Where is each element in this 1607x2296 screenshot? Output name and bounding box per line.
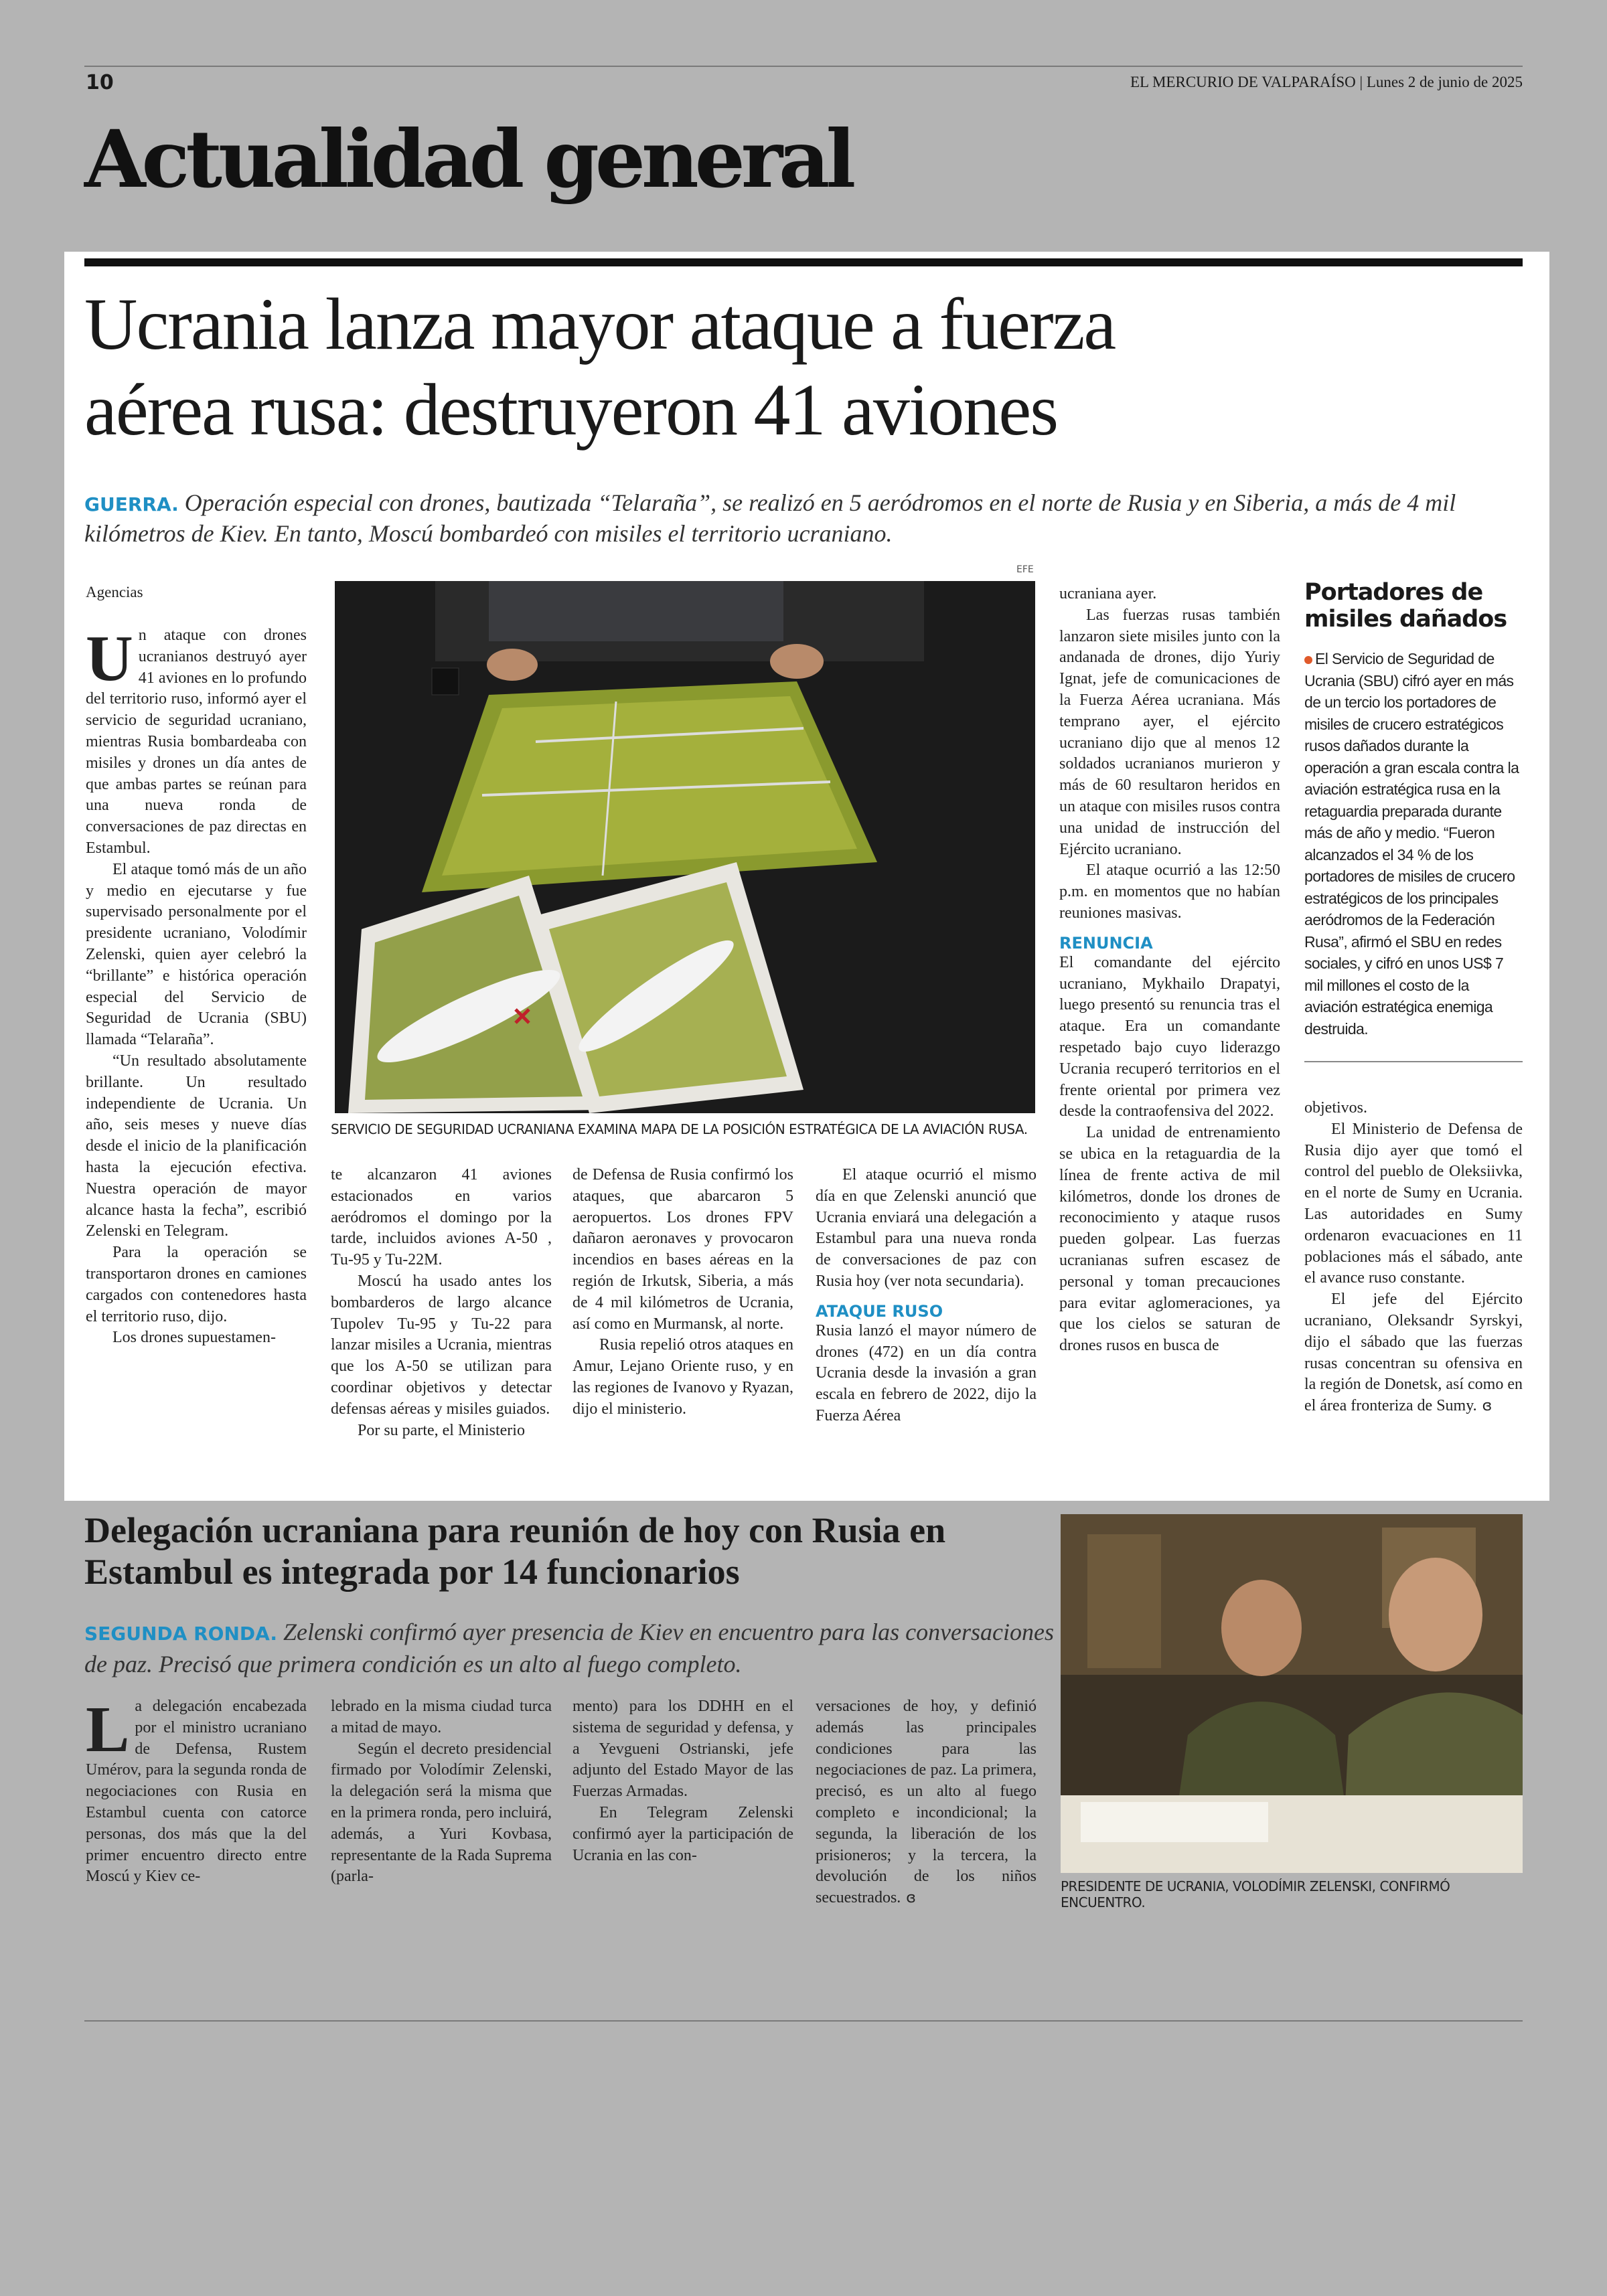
paragraph: “Un resultado absolutamente brillante. Un resultado independiente de Ucrania. Un año, seis meses y nueve días desde el inicio de la planificación hasta la ejecución efectiva. Nuestra operación de mayor alcance hasta la fecha”, escribió Zelenski en Telegram. [86, 1052, 307, 1240]
main-col-3 [572, 1165, 793, 1420]
meeting-photo-illustration [1061, 1514, 1523, 1873]
second-col-1 [86, 1696, 307, 1888]
sidebar-rule [1304, 1061, 1523, 1062]
paragraph: El ataque tomó más de un año y medio en ejecutarse y fue supervisado personalmente por el presidente ucraniano, Volodímir Zelenski, quien ayer celebró la “brillante” e histórica operación especial del Servicio de Seguridad de Ucrania (SBU) llamada “Telaraña”. [86, 860, 307, 1049]
paragraph: Según el decreto presidencial firmado por Volodímir Zelenski, la delegación será la misma que en la primera ronda, pero incluirá, además, a Yuri Kovbasa, representante de la Rada Suprema (parla- [331, 1740, 552, 1886]
photo-credit: EFE [1016, 564, 1034, 575]
paragraph: El jefe del Ejército ucraniano, Oleksandr Syrskyi, dijo el sábado que las fuerzas rusas concentran su ofensiva en la región de Donetsk, así como en el área fronteriza de Sumy. ɞ [1304, 1291, 1523, 1415]
second-deck [84, 1616, 1062, 1680]
headline-line-1: Ucrania lanza mayor ataque a fuerza [84, 283, 1116, 365]
main-col-5 [1059, 584, 1280, 1357]
main-photo-caption: SERVICIO DE SEGURIDAD UCRANIANA EXAMINA MAPA DE LA POSICIÓN ESTRATÉGICA DE LA AVIACIÓN RUSA. [331, 1121, 1028, 1137]
drop-cap: L [86, 1694, 130, 1766]
paragraph: mento) para los DDHH en el sistema de seguridad y defensa, y a Yevgueni Ostrianski, jefe adjunto del Estado Mayor de las Fuerzas Armadas. [572, 1698, 793, 1801]
end-mark-icon: ɞ [1482, 1398, 1493, 1415]
paragraph: En Telegram Zelenski confirmó ayer la participación de Ucrania en las con- [572, 1803, 793, 1864]
byline: Agencias [86, 584, 143, 600]
map-photo-illustration [335, 581, 1035, 1113]
bullet-icon [1304, 656, 1312, 664]
paragraph: La unidad de entrenamiento se ubica en la retaguardia de la línea de frente activa de mil kilómetros, donde los drones de reconocimiento y ataque rusos pueden golpear. Las fuerzas ucranianas sufren escasez de personal y toman precauciones para evitar aglomeraciones, ya que los cielos se saturan de drones rusos en busca de [1059, 1124, 1280, 1355]
bottom-rule [84, 2020, 1523, 2022]
paragraph: Los drones supuestamen- [112, 1329, 276, 1347]
main-col-4 [816, 1165, 1037, 1427]
paragraph: El Ministerio de Defensa de Rusia dijo ayer que tomó el control del pueblo de Oleksiivka, en el norte de Sumy en Ucrania. Las autoridades en Sumy ordenaron evacuaciones en 11 poblaciones más el sábado, ante el avance ruso constante. [1304, 1120, 1523, 1287]
page-number: 10 [86, 71, 114, 94]
drop-cap: U [86, 623, 133, 695]
subhead-renuncia: RENUNCIA [1059, 933, 1153, 953]
main-headline [84, 281, 1531, 453]
masthead: EL MERCURIO DE VALPARAÍSO | Lunes 2 de junio de 2025 [1130, 74, 1523, 90]
second-col-4 [816, 1696, 1037, 1909]
paragraph: Por su parte, el Ministerio [358, 1421, 525, 1439]
paragraph: objetivos. [1304, 1099, 1367, 1117]
paragraph: El ataque ocurrió a las 12:50 p.m. en momentos que no habían reuniones masivas. [1059, 862, 1280, 922]
main-kicker: GUERRA. [84, 493, 179, 515]
main-story-rule [84, 258, 1523, 266]
main-deck-text: Operación especial con drones, bautizada “Telaraña”, se realizó en 5 aeródromos en el norte de Rusia y en Siberia, a más de 4 mil kilómetros de Kiev. En tanto, Moscú bombardeó con misiles el territorio ucraniano. [84, 489, 1456, 547]
paragraph: La delegación encabezada por el ministro ucraniano de Defensa, Rustem Umérov, para la segunda ronda de negociaciones con Rusia en Estambul cuenta con catorce personas, dos más que la del primer encuentro directo entre Moscú y Kiev ce- [86, 1694, 307, 1886]
paragraph: ucraniana ayer. [1059, 585, 1157, 602]
zelenski-photo [1061, 1514, 1523, 1873]
top-rule [84, 66, 1523, 67]
paragraph: de Defensa de Rusia confirmó los ataques, que abarcaron 5 aeropuertos. Los drones FPV dañaron aeronaves y provocaron incendios en bases aéreas en la región de Irkutsk, Siberia, a más de 4 mil kilómetros de Ucrania, así como en Murmansk, al norte. [572, 1166, 793, 1333]
subhead-ataque-ruso: ATAQUE RUSO [816, 1301, 943, 1321]
second-col-2 [331, 1696, 552, 1888]
paragraph: lebrado en la misma ciudad turca a mitad de mayo. [331, 1698, 552, 1736]
second-photo-caption: PRESIDENTE DE UCRANIA, VOLODÍMIR ZELENSKI, CONFIRMÓ ENCUENTRO. [1061, 1878, 1450, 1910]
main-photo [335, 581, 1035, 1113]
paragraph: versaciones de hoy, y definió además las principales condiciones para las negociaciones de paz. La primera, precisó, es un alto al fuego completo e incondicional; la segunda, la liberación de los prisioneros; y la tercera, la devolución de los niños secuestrados. ɞ [816, 1698, 1037, 1907]
paragraph: te alcanzaron 41 aviones estacionados en varios aeródromos el domingo por la tarde, incluidos aviones A-50 , Tu-95 y Tu-22M. [331, 1166, 552, 1269]
main-deck [84, 487, 1490, 549]
paragraph: Para la operación se transportaron drones en camiones cargados con contenedores hasta el territorio ruso, dijo. [86, 1244, 307, 1325]
paragraph: El ataque ocurrió el mismo día en que Zelenski anunció que Ucrania enviará una delegación a Estambul para una nueva ronda de conversaciones de paz con Rusia hoy (ver nota secundaria). [816, 1166, 1037, 1290]
second-headline: Delegación ucraniana para reunión de hoy con Rusia en Estambul es integrada por 14 funcionarios [84, 1510, 946, 1592]
main-col-1 [86, 584, 307, 1349]
sidebar-title: Portadores de misiles dañados [1304, 579, 1507, 633]
paragraph: Un ataque con drones ucranianos destruyó ayer 41 aviones en lo profundo del territorio ruso, informó ayer el servicio de seguridad ucraniano, mientras Rusia bombardeaba con misiles y drones un día antes de que ambas partes se reúnan para una nueva ronda de conversaciones de paz directas en Estambul. [86, 623, 307, 857]
section-title: Actualidad general [84, 112, 852, 206]
paragraph: Rusia repelió otros ataques en Amur, Lejano Oriente ruso, y en las regiones de Ivanovo y Ryazan, dijo el ministerio. [572, 1336, 793, 1418]
second-kicker: SEGUNDA RONDA. [84, 1623, 277, 1645]
sidebar-text: El Servicio de Seguridad de Ucrania (SBU) cifró ayer en más de un tercio los portadores de misiles de crucero estratégicos rusos dañados durante la operación a gran escala contra la aviación estratégica rusa en la retaguardia preparada durante más de año y medio. “Fueron alcanzados el 34 % de los portadores de misiles de crucero estratégicos de los principales aeródromos de la Federación Rusa”, afirmó el SBU en redes sociales, y cifró en unos US$ 7 mil millones el costo de la aviación estratégica enemiga destruida. [1304, 650, 1519, 1038]
paragraph: El comandante del ejército ucraniano, Mykhailo Drapatyi, luego presentó su renuncia tras el ataque. Era un comandante respetado bajo cuyo liderazgo Ucrania recuperó territorios en el frente oriental por primera vez desde la contraofensiva del 2022. [1059, 953, 1280, 1121]
end-mark-icon: ɞ [906, 1890, 916, 1907]
headline-line-2: aérea rusa: destruyeron 41 aviones [84, 369, 1058, 450]
second-col-3 [572, 1696, 793, 1866]
paragraph: Rusia lanzó el mayor número de drones (472) en un día contra Ucrania desde la invasión a gran escala en febrero de 2022, dijo la Fuerza Aérea [816, 1321, 1037, 1424]
main-col-2 [331, 1165, 552, 1441]
paragraph: Moscú ha usado antes los bombarderos de largo alcance Tupolev Tu-95 y Tu-22 para lanzar misiles a Ucrania, mientras que los A-50 se utilizan para coordinar objetivos y detectar defensas aéreas y misiles guiados. [331, 1272, 552, 1418]
main-col-6 [1304, 1098, 1523, 1417]
paragraph: Las fuerzas rusas también lanzaron siete misiles junto con la andanada de drones, dijo Yuriy Ignat, jefe de comunicaciones de la Fuerza Aérea ucraniana. Más temprano ayer, el ejército ucraniano dijo que al menos 12 soldados ucranianos murieron y más de 60 resultaron heridos en un ataque con misiles rusos contra una unidad de instrucción del Ejército ucraniano. [1059, 606, 1280, 858]
second-deck-text: Zelenski confirmó ayer presencia de Kiev en encuentro para las conversaciones de paz. Precisó que primera condición es un alto al fuego completo. [84, 1619, 1055, 1677]
